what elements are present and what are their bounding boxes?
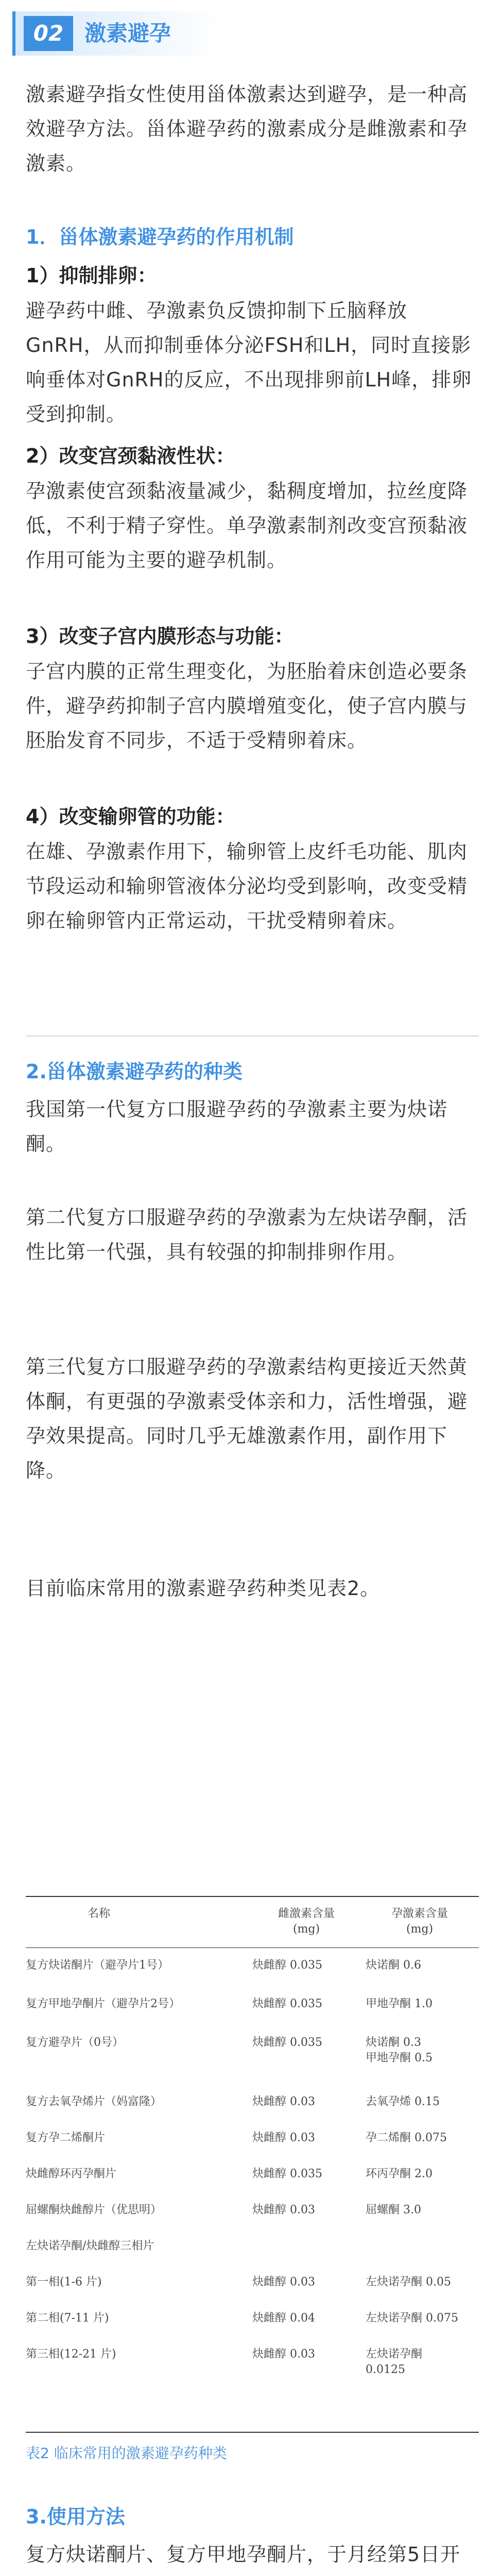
table-cell-estrogen: 炔雌醇 0.035 — [252, 1959, 322, 1972]
table-cell-name: 左炔诺孕酮/炔雌醇三相片 — [26, 2240, 154, 2252]
table-cell-estrogen: 炔雌醇 0.035 — [252, 2036, 322, 2049]
mechanism-item-2-title: 2）改变宫颈黏液性状： — [26, 445, 235, 467]
table-cell-progestin: 左炔诺孕酮 0.0125 — [366, 2348, 423, 2376]
table-cell-name: 复方孕二烯酮片 — [26, 2131, 106, 2144]
table-cell-name: 炔雌醇环丙孕酮片 — [26, 2167, 117, 2180]
usage-paragraph-1: 复方炔诺酮片、复方甲地孕酮片，于月经第5日开 — [26, 2543, 461, 2566]
table-cell-estrogen: 炔雌醇 0.03 — [252, 2276, 315, 2289]
intro-paragraph: 激素避孕指女性使用甾体激素达到避孕，是一种高效避孕方法。甾体避孕药的激素成分是雌激素和孕激素。 — [26, 83, 468, 175]
table-header-name: 名称 — [88, 1907, 111, 1920]
table-cell-progestin: 左炔诺孕酮 0.05 — [366, 2276, 451, 2289]
table-cell-progestin: 甲地孕酮 1.0 — [366, 1997, 433, 2010]
table-cell-estrogen: 炔雌醇 0.04 — [252, 2312, 315, 2325]
table-cell-estrogen: 炔雌醇 0.03 — [252, 2131, 315, 2144]
table-cell-progestin: 炔诺酮 0.3 甲地孕酮 0.5 — [366, 2036, 433, 2064]
table-cell-estrogen: 炔雌醇 0.035 — [252, 1997, 322, 2010]
table-cell-progestin: 屈螺酮 3.0 — [366, 2204, 421, 2216]
mechanism-item-4-text: 在雄、孕激素作用下，输卵管上皮纤毛功能、肌肉节段运动和输卵管液体分泌均受到影响，改变受精卵在输卵管内正常运动，干扰受精卵着床。 — [26, 840, 468, 932]
mechanism-heading: 1．甾体激素避孕药的作用机制 — [26, 226, 294, 248]
types-paragraph-1: 我国第一代复方口服避孕药的孕激素主要为炔诺酮。 — [26, 1098, 448, 1155]
table-cell-estrogen: 炔雌醇 0.03 — [252, 2095, 315, 2108]
table-cell-name: 复方炔诺酮片（避孕片1号） — [26, 1959, 169, 1972]
section-header — [12, 11, 218, 56]
table-cell-progestin: 环丙孕酮 2.0 — [366, 2167, 433, 2180]
table-cell-name: 复方避孕片（0号） — [26, 2036, 124, 2049]
table-cell-name: 第三相(12-21 片) — [26, 2348, 116, 2361]
table-header-progestin: 孕激素含量 (mg) — [391, 1907, 448, 1936]
table-cell-name: 屈螺酮炔雌醇片（优思明） — [26, 2204, 162, 2216]
types-paragraph-3: 第三代复方口服避孕药的孕激素结构更接近天然黄体酮，有更强的孕激素受体亲和力，活性增强，避孕效果提高。同时几乎无雄激素作用，副作用下降。 — [26, 1355, 468, 1482]
table-top-rule — [26, 1896, 479, 1897]
mechanism-item-3-title: 3）改变子宫内膜形态与功能： — [26, 625, 294, 648]
mechanism-item-2-text: 孕激素使宫颈黏液量减少，黏稠度增加，拉丝度降低，不利于精子穿性。单孕激素制剂改变宫预黏液作用可能为主要的避孕机制。 — [26, 480, 468, 571]
table-header-estrogen: 雌激素含量 (mg) — [278, 1907, 335, 1936]
table-cell-estrogen: 炔雌醇 0.03 — [252, 2348, 315, 2361]
table-cell-name: 第一相(1-6 片) — [26, 2276, 102, 2289]
usage-heading: 3.使用方法 — [26, 2505, 125, 2528]
mechanism-item-1-text: 避孕药中雌、孕激素负反馈抑制下丘脑释放GnRH，从而抑制垂体分泌FSH和LH，同时直接影响垂体对GnRH的反应，不出现排卵前LH峰，排卵受到抑制。 — [26, 299, 472, 426]
table-cell-name: 复方甲地孕酮片（避孕片2号） — [26, 1997, 180, 2010]
table-cell-estrogen: 炔雌醇 0.03 — [252, 2204, 315, 2216]
section-title: 激素避孕 — [84, 21, 171, 46]
table-cell-estrogen: 炔雌醇 0.035 — [252, 2167, 322, 2180]
types-paragraph-2: 第二代复方口服避孕药的孕激素为左炔诺孕酮，活性比第一代强，具有较强的抑制排卵作用。 — [26, 1206, 468, 1263]
table-cell-progestin: 炔诺酮 0.6 — [366, 1959, 421, 1972]
mechanism-item-1-title: 1）抑制排卵： — [26, 264, 157, 287]
contraceptive-table — [26, 1896, 479, 2437]
types-paragraph-4: 目前临床常用的激素避孕药种类见表2。 — [26, 1577, 381, 1600]
table-bottom-rule — [26, 2432, 479, 2433]
types-heading: 2.甾体激素避孕药的种类 — [26, 1060, 243, 1083]
table-header-rule — [26, 1947, 479, 1948]
table-cell-name: 第二相(7-11 片) — [26, 2312, 109, 2325]
table-cell-progestin: 左炔诺孕酮 0.075 — [366, 2312, 458, 2325]
mechanism-item-3-text: 子宫内膜的正常生理变化，为胚胎着床创造必要条件，避孕药抑制子宫内膜增殖变化，使子宫内膜与胚胎发育不同步，不适于受精卵着床。 — [26, 660, 468, 752]
table-cell-progestin: 孕二烯酮 0.075 — [366, 2131, 447, 2144]
table-cell-name: 复方去氧孕烯片（妈富隆） — [26, 2095, 162, 2108]
mechanism-item-4-title: 4）改变输卵管的功能： — [26, 805, 235, 828]
divider — [26, 1036, 479, 1037]
table-cell-progestin: 去氧孕烯 0.15 — [366, 2095, 440, 2108]
section-number: 02 — [24, 16, 73, 51]
table-caption: 表2 临床常用的激素避孕药种类 — [26, 2445, 227, 2462]
